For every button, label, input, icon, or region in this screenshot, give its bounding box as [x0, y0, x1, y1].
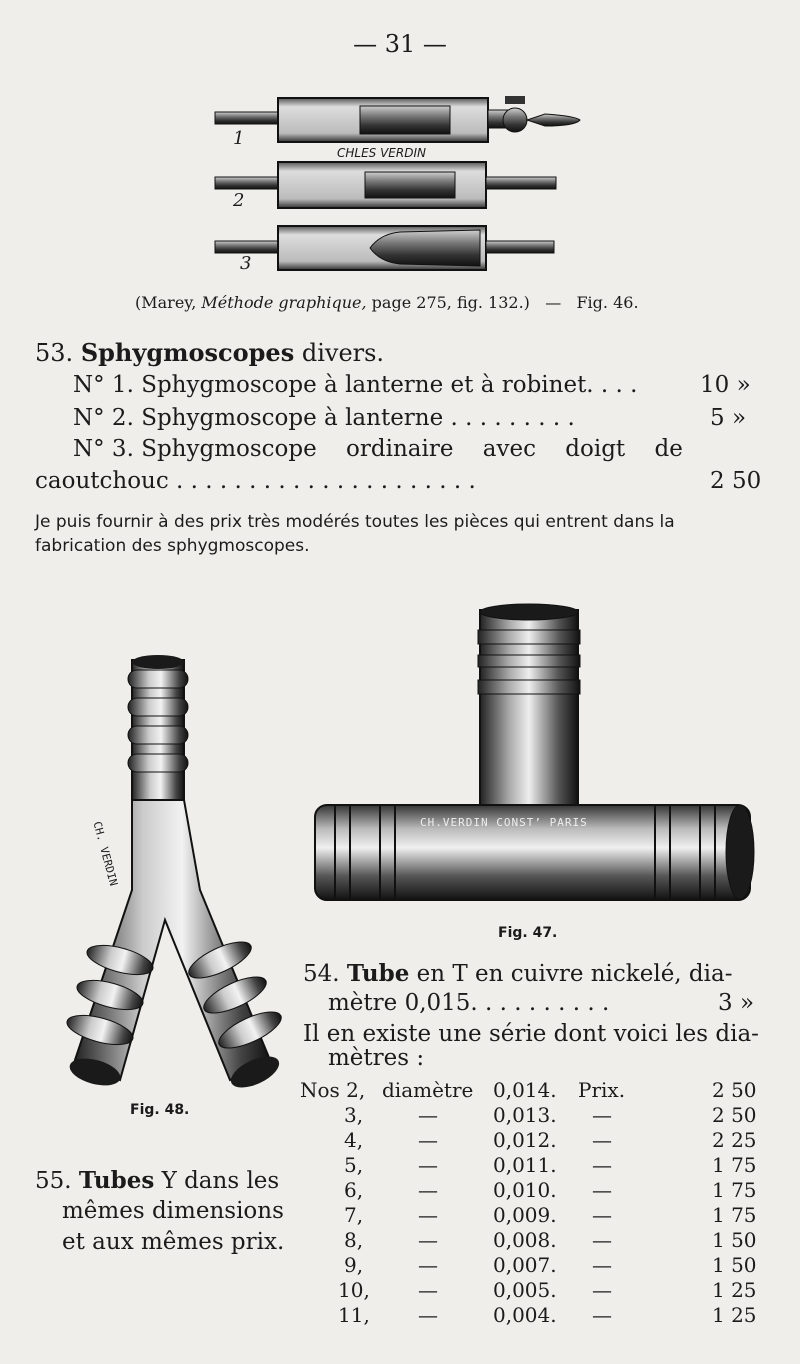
section-53-note: Je puis fournir à des prix très modérés toutes les pièces qui entrent dans la fabrication des sphygmoscopes.	[35, 512, 675, 556]
section-55-number: 55.	[35, 1168, 72, 1194]
t-tube-engraving: CH.VERDIN CONST’ PARIS	[420, 816, 588, 829]
cell-diameter: 0,009.	[493, 1203, 557, 1227]
item-row-2	[73, 405, 575, 431]
cell-number: 3,	[344, 1103, 364, 1127]
cell-diameter: 0,008.	[493, 1228, 557, 1252]
figure-label-1: 1	[233, 128, 245, 149]
cell-price-label: —	[592, 1228, 612, 1252]
cell-diameter-label: diamètre	[382, 1078, 474, 1102]
caption-source: (Marey,	[135, 293, 202, 312]
cell-diameter-label: —	[418, 1178, 438, 1202]
cell-number: 8,	[344, 1228, 364, 1252]
cell-price: 1 25	[712, 1303, 757, 1327]
diameter-table	[300, 1078, 770, 1338]
section-55-title-rest: Y dans les	[161, 1168, 280, 1194]
figure-label-3: 3	[240, 253, 252, 274]
item-label: Sphygmoscope ordinaire avec doigt de	[141, 436, 683, 462]
cell-diameter-label: —	[418, 1278, 438, 1302]
cell-price-label: —	[592, 1153, 612, 1177]
cell-price: 1 75	[712, 1178, 757, 1202]
cell-price-label: —	[592, 1178, 612, 1202]
cell-diameter: 0,012.	[493, 1128, 557, 1152]
cell-diameter-label: —	[418, 1128, 438, 1152]
item-price: 5 »	[710, 405, 747, 431]
cell-diameter: 0,010.	[493, 1178, 557, 1202]
cell-diameter-label: —	[418, 1228, 438, 1252]
item-label: Sphygmoscope à lanterne . . . . . . . . .	[141, 405, 575, 431]
item-label: Sphygmoscope à lanterne et à robinet. . . .	[141, 372, 638, 398]
section-54-price: 3 »	[718, 990, 755, 1016]
item-number: N° 2.	[73, 405, 134, 431]
cell-price-label: —	[592, 1128, 612, 1152]
sphygmoscope-illustration	[200, 90, 600, 275]
cell-number: 5,	[344, 1153, 364, 1177]
caption-page-ref: page 275, fig. 132.)	[366, 293, 530, 312]
sphygmoscope-2	[215, 162, 556, 208]
cell-price-label: Prix.	[578, 1078, 626, 1102]
section-54-title-rest: en T en cuivre nickelé, dia-	[416, 961, 733, 987]
cell-number: 7,	[344, 1203, 364, 1227]
item-row-3	[73, 436, 683, 462]
cell-price-label: —	[592, 1103, 612, 1127]
section-53-number: 53.	[35, 339, 74, 367]
cell-price-label: —	[592, 1203, 612, 1227]
cell-diameter-label: —	[418, 1103, 438, 1127]
figure-label-2: 2	[233, 190, 245, 211]
cell-diameter: 0,013.	[493, 1103, 557, 1127]
item-number: N° 1.	[73, 372, 134, 398]
section-54-line-2: mètre 0,015. . . . . . . . . .	[328, 990, 610, 1016]
item-number: N° 3.	[73, 436, 134, 462]
cell-price: 2 50	[712, 1078, 757, 1102]
page-number: — 31 —	[353, 30, 447, 58]
cell-diameter-label: —	[418, 1153, 438, 1177]
cell-diameter: 0,007.	[493, 1253, 557, 1277]
cell-diameter: 0,005.	[493, 1278, 557, 1302]
item-row-3-cont: caoutchouc . . . . . . . . . . . . . . . . . . . . .	[35, 468, 476, 494]
figure-47-caption: Fig. 47.	[498, 925, 558, 941]
section-55-line-2: mêmes dimensions	[62, 1198, 284, 1224]
cell-number: 11,	[338, 1303, 370, 1327]
item-price: 10 »	[700, 372, 751, 398]
cell-price: 1 50	[712, 1228, 757, 1252]
figure-48-caption: Fig. 48.	[130, 1102, 190, 1118]
cell-price-label: —	[592, 1253, 612, 1277]
section-55-line-1	[35, 1167, 279, 1194]
caption-dash: —	[545, 293, 562, 312]
section-55-line-3: et aux mêmes prix.	[62, 1229, 285, 1255]
cell-number: 4,	[344, 1128, 364, 1152]
caption-book-title: Méthode graphique,	[201, 293, 367, 312]
cell-price: 1 75	[712, 1153, 757, 1177]
cell-diameter-label: —	[418, 1303, 438, 1327]
cell-price: 1 25	[712, 1278, 757, 1302]
cell-number: 10,	[338, 1278, 370, 1302]
item-row-1	[73, 372, 638, 398]
cell-diameter: 0,014.	[493, 1078, 557, 1102]
section-54-line-3: Il en existe une série dont voici les dia-	[303, 1021, 759, 1047]
sphygmoscope-3	[215, 226, 554, 270]
cell-price: 2 25	[712, 1128, 757, 1152]
cell-price-label: —	[592, 1303, 612, 1327]
section-54-number: 54.	[303, 961, 340, 987]
cell-diameter: 0,004.	[493, 1303, 557, 1327]
section-54-title: Tube	[346, 960, 410, 987]
y-tube-illustration	[40, 650, 300, 1100]
maker-engraving: CHLES VERDIN	[337, 146, 426, 160]
cell-price: 1 50	[712, 1253, 757, 1277]
cell-price: 1 75	[712, 1203, 757, 1227]
section-54-line-1	[303, 960, 733, 987]
cell-diameter-label: —	[418, 1203, 438, 1227]
cell-price-label: —	[592, 1278, 612, 1302]
item-price: 2 50	[710, 468, 762, 494]
section-55-title: Tubes	[78, 1167, 155, 1194]
cell-price: 2 50	[712, 1103, 757, 1127]
y-tube-engraving: CH. VERDIN	[90, 820, 121, 888]
section-54-line-4: mètres :	[328, 1045, 425, 1071]
section-53-heading	[35, 338, 384, 367]
cell-number: 9,	[344, 1253, 364, 1277]
figure-46-caption	[135, 293, 639, 312]
cell-number: Nos 2,	[300, 1078, 366, 1102]
section-53-title-rest: divers.	[301, 339, 385, 367]
caption-fig-number: Fig. 46.	[576, 293, 639, 312]
t-tube-illustration	[310, 600, 760, 910]
sphygmoscope-1	[215, 96, 580, 142]
section-53-title: Sphygmoscopes	[80, 338, 295, 367]
cell-number: 6,	[344, 1178, 364, 1202]
cell-diameter-label: —	[418, 1253, 438, 1277]
cell-diameter: 0,011.	[493, 1153, 557, 1177]
